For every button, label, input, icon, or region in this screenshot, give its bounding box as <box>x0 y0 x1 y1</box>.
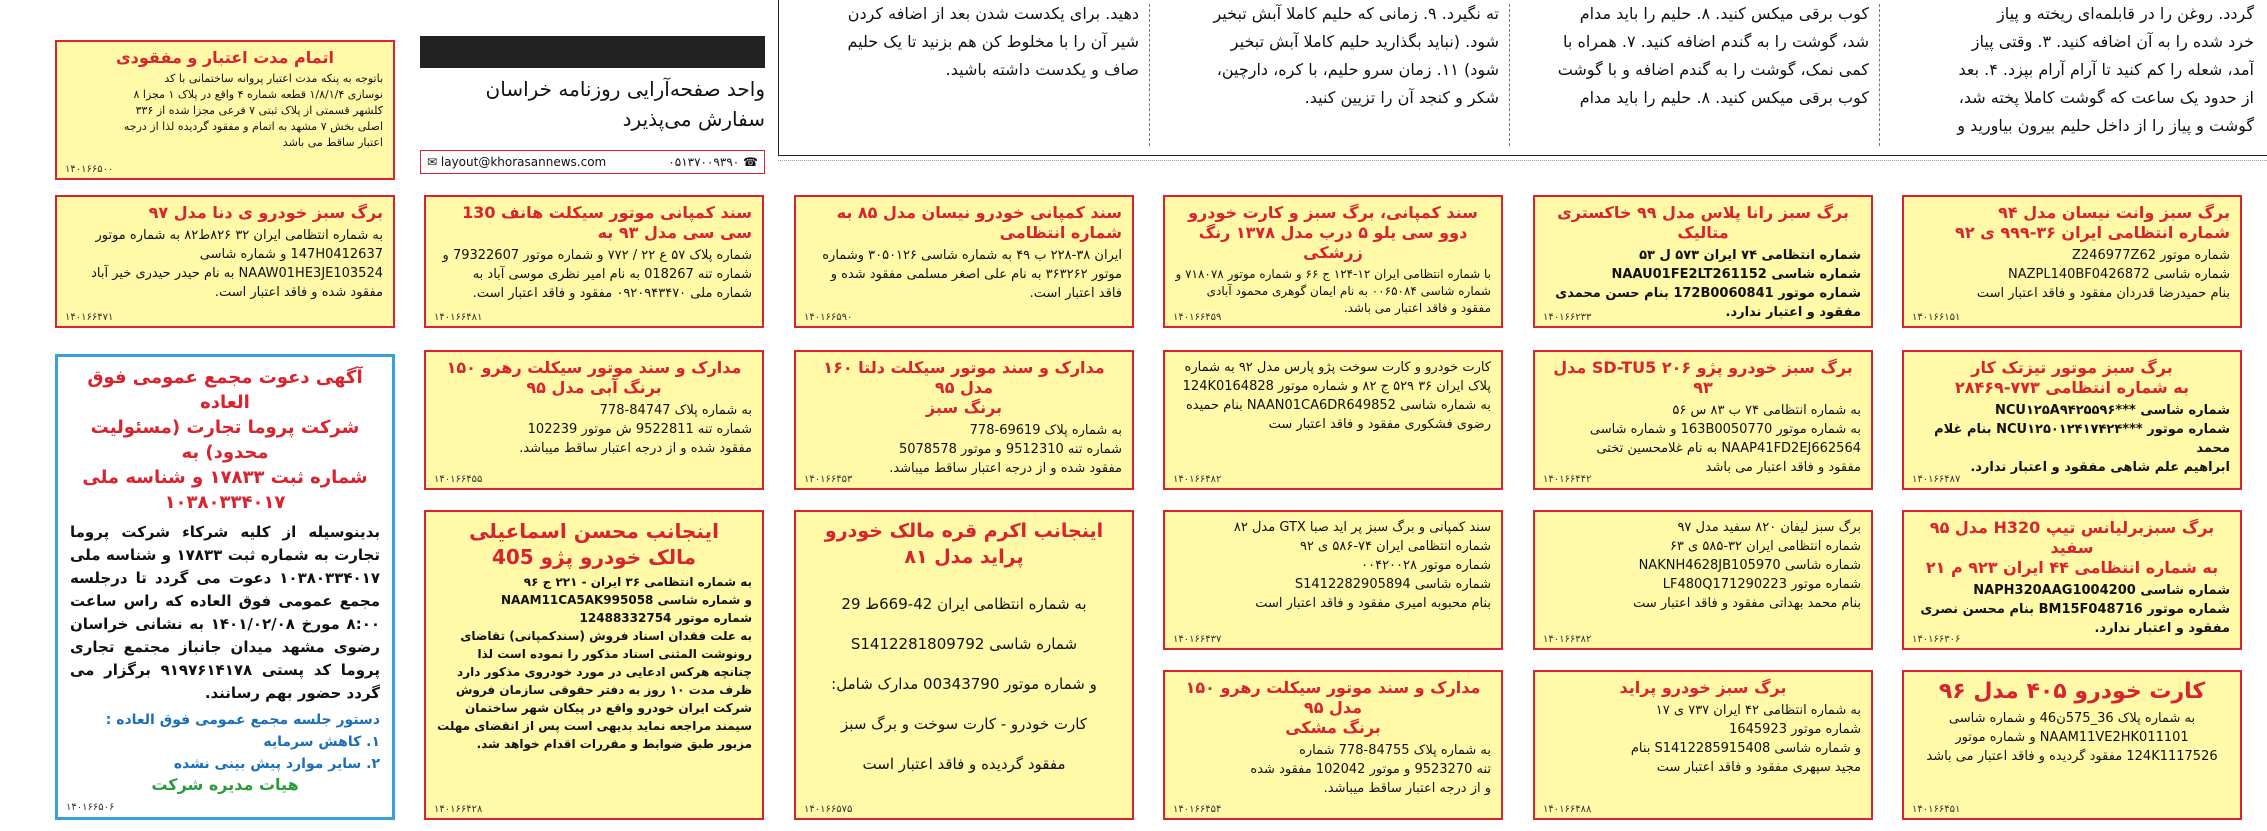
notice-title: آگهی دعوت مجمع عمومی فوق العاده شرکت پروما تجارت (مسئولیت محدود) به شماره ثبت ۱۷۸۳۳ و شناسه ملی ۱۰۳۸۰۳۳۴۰۱۷ <box>82 367 368 513</box>
classified-ad: اینجانب محسن اسماعیلی مالک خودرو پژو 405 به شماره انتظامی ۳۶ ایران - ۲۲۱ ج ۹۶ و شماره شاسی NAAM11CA5AK995058 شماره موتور 12488332754 به علت فقدان اسناد فروش (سندکمپانی) تقاضای رونوشت المثنی اسناد مذکور را نموده است لذا چنانچه هرکس ادعایی در مورد خودروی مذکور دارد ظرف مدت ۱۰ روز به دفتر حقوقی سازمان فروش شرکت ایران خودرو واقع در پیکان شهر ساختمان سیمند مراجعه نماید بدیهی است پس از انقضای مهلت مزبور طبق ضوابط و مقررات اقدام خواهد شد. ۱۴۰۱۶۶۴۲۸ <box>424 510 764 820</box>
article-column: ته نگیرد. ۹. زمانی که حلیم کاملا آبش تبخیر شود. (نباید بگذارید حلیم کاملا آبش تبخیر شود) ۱۱. زمان سرو حلیم، با کره، دارچین، شکر و کنجد آن را تزیین کنید. <box>1213 4 1499 107</box>
promo-contact <box>420 150 765 174</box>
notice-agenda-title: دستور جلسه مجمع عمومی فوق العاده : <box>105 712 380 728</box>
classified-ad: سند کمپانی خودرو نیسان مدل ۸۵ به شماره انتظامی ایران ۳۸-۲۲۸ ب ۴۹ به شماره شاسی ۳۰۵۰۱۲۶ وشماره موتور ۳۶۳۲۶۲ به نام علی اصغر مسلمی مفقود شده و فاقد اعتبار است. ۱۴۰۱۶۶۵۹۰ <box>794 195 1134 328</box>
top-article <box>778 0 2267 156</box>
article-column: گردد. روغن را در قابلمه‌ای ریخته و پیاز خرد شده را به آن اضافه کنید. ۳. وقتی پیاز آمد، شعله را کم کنید تا آرام آرام بپزد. ۴. بعد از حدود یک ساعت که گوشت کاملا پخته شد، گوشت و پیاز را از داخل حلیم بیرون بیاورید و <box>1957 4 2254 135</box>
classified-ad: برگ سبز خودرو ی دنا مدل ۹۷ به شماره انتظامی ایران ۳۲ ۸۲۶ط۸۲ به شماره موتور 147H0412637 و شماره شاسی NAAW01HE3JE103524 به نام حیدر حیدری خیر آباد مفقود شده و فاقد اعتبار است. ۱۴۰۱۶۶۴۷۱ <box>55 195 395 328</box>
email-link[interactable]: ✉ layout@khorasannews.com <box>427 155 607 169</box>
notice-agenda-item: ۱. کاهش سرمایه <box>263 734 380 750</box>
promo-bar <box>420 36 765 68</box>
promo-text: واحد صفحه‌آرایی روزنامه خراسان سفارش می‌پذیرد <box>485 77 765 131</box>
classified-ad: مدارک و سند موتور سیکلت رهرو ۱۵۰ مدل ۹۵ برنگ مشکی به شماره پلاک 84755-778 شماره تنه 9523270 و موتور 102042 مفقود شده و از درجه اعتبار ساقط میباشد. ۱۴۰۱۶۶۴۵۴ <box>1163 670 1503 820</box>
classified-ad: کارت خودرو ۴۰۵ مدل ۹۶ به شماره پلاک 36_575ن46 و شماره شاسی NAAM11VE2HK011101 و شماره موتور 124K1117526 مفقود گردیده و فاقد اعتبار می باشد ۱۴۰۱۶۶۴۵۱ <box>1902 670 2242 820</box>
classified-ad: برگ سبز خودرو پژو SD-TU5 ۲۰۶ مدل ۹۳ به شماره انتظامی ۷۴ ب ۸۳ س ۵۶ به شماره موتور 163B0050770 و شماره شاسی NAAP41FD2EJ662564 به نام غلامحسین تختی مفقود و فاقد اعتبار می باشد ۱۴۰۱۶۶۴۴۲ <box>1533 350 1873 490</box>
classified-ad: مدارک و سند موتور سیکلت دلتا ۱۶۰ مدل ۹۵ برنگ سبز به شماره پلاک 69619-778 شماره تنه 9512310 و موتور 5078578 مفقود شده و از درجه اعتبار ساقط میباشد. ۱۴۰۱۶۶۴۵۳ <box>794 350 1134 490</box>
classified-ad: سند کمپانی، برگ سبز و کارت خودرو دوو سی یلو ۵ درب مدل ۱۳۷۸ رنگ زرشکی با شماره انتظامی ایران ۱۲-۱۲۴ ج ۶۶ و شماره موتور ۷۱۸۰۷۸ و شماره شاسی ۰۰۶۵۰۸۴ به نام ایمان گوهری محمود آبادی مفقود و فاقد اعتبار می باشد. ۱۴۰۱۶۶۴۵۹ <box>1163 195 1503 328</box>
notice-code: ۱۴۰۱۶۶۵۰۶ <box>66 802 115 813</box>
article-column: کوب برقی میکس کنید. ۸. حلیم را باید مدام شد، گوشت را به گندم اضافه کنید. ۷. همراه با کمی نمک، گوشت را به گندم اضافه و با گوشت کوب برقی میکس کنید. ۸. حلیم را باید مدام <box>1557 4 1869 107</box>
notice-signature: هیات مدیره شرکت <box>151 775 299 794</box>
classified-ad: برگ سبز لیفان ۸۲۰ سفید مدل ۹۷ شماره انتظامی ایران ۳۲-۵۸۵ ی ۶۳ شماره شاسی NAKNH4628JB105970 شماره موتور LF480Q171290223 بنام محمد بهداتی مفقود و فاقد اعتبار ست ۱۴۰۱۶۶۳۸۲ <box>1533 510 1873 650</box>
column-divider <box>1149 4 1150 146</box>
notice-body: بدینوسیله از کلیه شرکاء شرکت پروما تجارت به شماره ثبت ۱۷۸۳۳ و شناسه ملی ۱۰۳۸۰۳۳۴۰۱۷ دعوت می گردد تا درجلسه مجمع عمومی فوق العاده که راس ساعت ۸:۰۰ مورخ ۱۴۰۱/۰۲/۰۸ به نشانی خراسان رضوی مشهد میدان جانباز مجتمع تجاری پروما کد پستی ۹۱۹۷۶۱۴۱۷۸ برگزار می گردد حضور بهم رسانند. <box>70 523 381 702</box>
classified-ad: برگ سبز موتور تیزتک کار به شماره انتظامی ۷۷۳-۲۸۴۶۹ شماره شاسی ***NCU۱۲۵A۹۴۲۵۵۹۶ شماره موتور ***NCU۱۲۵۰۱۲۴۱۷۴۲۴ بنام غلام محمد ابراهیم علم شاهی مفقود و اعتبار ندارد. ۱۴۰۱۶۶۴۸۷ <box>1902 350 2242 490</box>
classified-ad: اینجانب اکرم قره مالک خودرو پراید مدل ۸۱ به شماره انتظامی ایران 42-669ط 29 شماره شاسی S1412281809792 و شماره موتور 00343790 مدارک شامل: کارت خودرو - کارت سوخت و برگ سبز مفقود گردیده و فاقد اعتبار است ۱۴۰۱۶۶۵۷۵ <box>794 510 1134 820</box>
classified-ad: برگ سبز خودرو پراید به شماره انتظامی ۴۲ ایران ۷۳۷ ی ۱۷ شماره موتور 1645923 و شماره شاسی S1412285915408 بنام مجید سپهری مفقود و فاقد اعتبار ست ۱۴۰۱۶۶۴۸۸ <box>1533 670 1873 820</box>
column-divider <box>1509 4 1510 146</box>
phone-text: ۰۵۱۳۷۰۰۹۳۹۰ ☎ <box>668 155 758 169</box>
classified-ad: برگ سبز وانت نیسان مدل ۹۴ شماره انتظامی ایران ۳۶-۹۹۹ ی ۹۲ شماره موتور Z246977Z62 شماره شاسی NAZPL140BF0426872 بنام حمیدرضا قدردان مفقود و فاقد اعتبار است ۱۴۰۱۶۶۱۵۱ <box>1902 195 2242 328</box>
classified-ad: سند کمپانی و برگ سبز پر اید صبا GTX مدل ۸۲ شماره انتظامی ایران ۷۴-۵۸۶ ی ۹۲ شماره موتور ۰۰۴۲۰۰۲۸ شماره شاسی S1412282905894 بنام محبوبه امیری مفقود و فاقد اعتبار است ۱۴۰۱۶۶۴۳۷ <box>1163 510 1503 650</box>
classified-ad: کارت خودرو و کارت سوخت پژو پارس مدل ۹۲ به شماره پلاک ایران ۳۶ ۵۲۹ ج ۸۲ و شماره موتور 124K0164828 به شماره شاسی NAAN01CA6DR649852 بنام حمیده رضوی فشکوری مفقود و فاقد اعتبار ست ۱۴۰۱۶۶۴۸۲ <box>1163 350 1503 490</box>
notice-agenda-item: ۲. سایر موارد پیش بینی نشده <box>173 756 380 772</box>
meeting-notice <box>55 354 395 820</box>
classified-ad: برگ سبز رانا پلاس مدل ۹۹ خاکستری متالیک شماره انتظامی ۷۴ ایران ۵۷۳ ل ۵۳ شماره شاسی NAAU01FE2LT261152 شماره موتور 172B0060841 بنام حسن محمدی مفقود و اعتبار ندارد. ۱۴۰۱۶۶۲۳۳ <box>1533 195 1873 328</box>
classified-ad: مدارک و سند موتور سیکلت رهرو ۱۵۰ برنگ آبی مدل ۹۵ به شماره پلاک 84747-778 شماره تنه 9522811 ش موتور 102239 مفقود شده و از درجه اعتبار ساقط میباشد. ۱۴۰۱۶۶۴۵۵ <box>424 350 764 490</box>
classified-ad: سند کمپانی موتور سیکلت هانف 130 سی سی مدل ۹۳ به شماره پلاک ۵۷ ع ۲۲ / ۷۷۲ و شماره موتور 79322607 و شماره تنه 018267 به نام امیر نظری موسی آباد به شماره ملی ۰۹۲۰۹۴۳۴۷۰ مفقود و فاقد اعتبار است. ۱۴۰۱۶۶۴۸۱ <box>424 195 764 328</box>
classified-ad: برگ سبزبرلیانس تیپ H320 مدل ۹۵ سفید به شماره انتظامی ۴۴ ایران ۹۲۳ م ۲۱ شماره شاسی NAPH320AAG1004200 شماره موتور BM15F048716 بنام محسن نصری مفقود و اعتبار ندارد. ۱۴۰۱۶۶۳۰۶ <box>1902 510 2242 650</box>
section-divider <box>778 160 2267 161</box>
email-icon: ✉ <box>427 155 438 169</box>
classified-ad: اتمام مدت اعتبار و مفقودی باتوجه به پنکه مدت اعتبار پروانه ساختمانی با کد نوسازی ۱/۸/۱/۴ قطعه شماره ۴ واقع در پلاک ۱ مجزا ۸ کلشهر قسمتی از پلاک ثبتی ۷ فرعی مجزا شده از ۳۳۶ اصلی بخش ۷ مشهد به اتمام و مفقود گردیده لذا از درجه اعتبار ساقط می باشد ۱۴۰۱۶۶۵۰۰ <box>55 40 395 180</box>
column-divider <box>1879 4 1880 146</box>
phone-icon: ☎ <box>743 155 758 169</box>
article-column: دهید. برای یکدست شدن بعد از اضافه کردن شیر آن را با مخلوط کن هم بزنید تا یک حلیم صاف و یکدست داشته باشید. <box>847 4 1139 79</box>
